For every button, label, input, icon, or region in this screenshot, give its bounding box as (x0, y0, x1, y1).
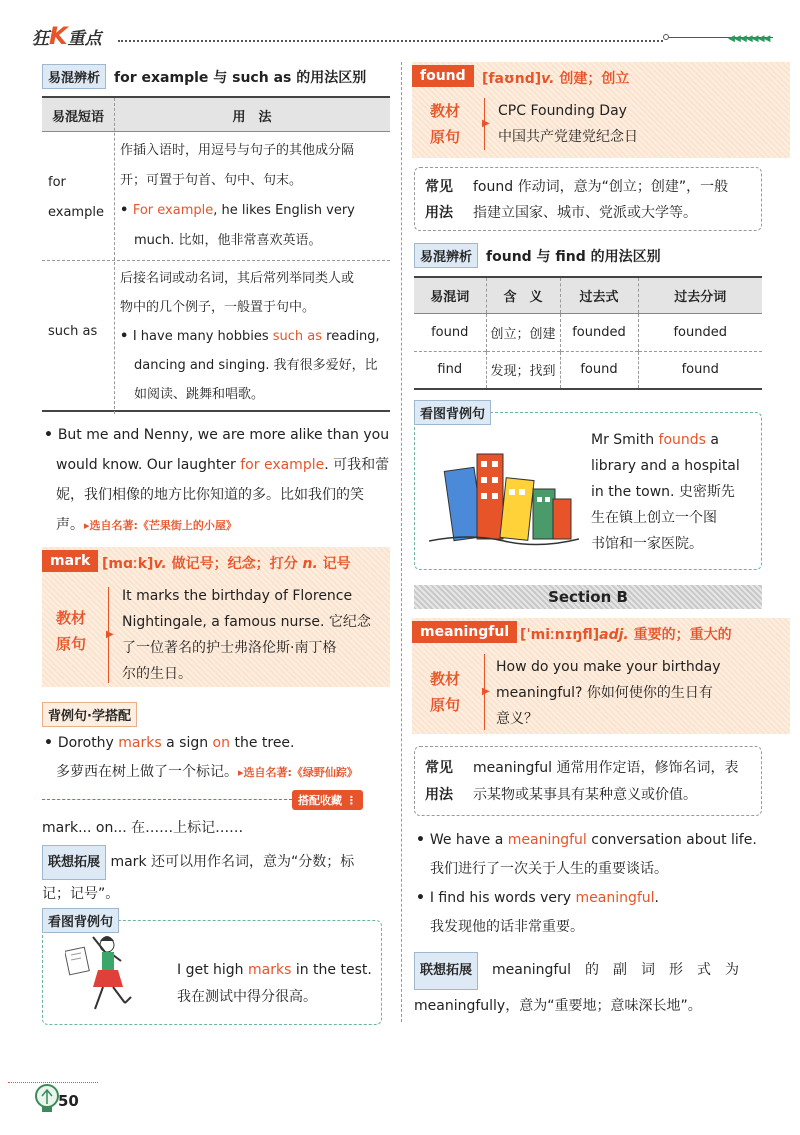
collocation-tag (42, 702, 137, 727)
mark-tb-1: 教材 (56, 609, 87, 627)
row2-ex-b: dancing and singing. 我有很多爱好，比 (134, 358, 378, 373)
rp-line2: library and a hospital (591, 458, 740, 474)
meaningful-tb-1: 教材 (430, 670, 461, 688)
found-usage-text-b: 指建立国家、城市、党派或大学等。 (473, 205, 697, 221)
meaningful-usage-label (425, 755, 453, 809)
meaningful-sent2: meaningful? 你如何使你的生日有 (496, 685, 713, 701)
girl-dancing-illustration (65, 927, 145, 1022)
mark-textbook-label (56, 605, 86, 657)
found-sentence (498, 98, 638, 150)
cell-word: found (414, 313, 486, 351)
mark-sent4: 尔的生日。 (122, 666, 192, 682)
mango-source: ▸选自名著:《芒果街上的小屋》 (84, 519, 237, 532)
found-usage-text (473, 174, 761, 226)
rp-line5: 书馆和一家医院。 (591, 536, 703, 552)
th-meaning: 含 义 (486, 277, 560, 313)
mark-sent1: It marks the birthday of Florence (122, 588, 353, 604)
paper-icon (65, 947, 89, 975)
column-divider (401, 62, 402, 1022)
right-picture-tag-label: 看图背例句 (414, 400, 491, 425)
dorothy-c: the tree. (230, 735, 295, 751)
logo-text-1: 狂 (32, 29, 49, 49)
row2-ex-a2: reading, (322, 329, 380, 344)
mex2-cn: 我发现他的话非常重要。 (430, 919, 584, 935)
meaningful-entry (412, 618, 790, 734)
mex1-orange: meaningful (507, 832, 587, 848)
mex2-orange: meaningful (575, 890, 655, 906)
right-picture-text (591, 427, 751, 557)
right-picture-tag (414, 400, 491, 425)
lp-line1-a: I get high (177, 962, 248, 978)
left-picture-text (177, 957, 372, 1011)
row1-usage (120, 136, 388, 256)
th-participle: 过去分词 (674, 289, 727, 305)
left-picture-box (42, 920, 382, 1025)
mark-extend-text-a: mark 还可以用作名词，意为“分数；标 (110, 854, 355, 870)
row2-ex-a1: I have many hobbies (132, 329, 273, 344)
row1-text-b: 开；可置于句首、句中、句末。 (120, 173, 303, 188)
row2-ex-orange: such as (272, 329, 323, 344)
found-usage-label (425, 174, 453, 226)
logo-text-2: 重点 (67, 29, 102, 49)
rp-line4: 生在镇上创立一个图 (591, 510, 717, 526)
meaningful-def (520, 624, 732, 644)
lightbulb-icon (34, 1084, 60, 1116)
found-find-table (414, 276, 762, 390)
mark-tb-2: 原句 (56, 635, 87, 653)
mango-line1: • But me and Nenny, we are more alike than you (44, 420, 392, 450)
found-usage-label-2: 用法 (425, 205, 453, 221)
mark-def (102, 553, 351, 573)
mango-line2-b: . 可我和蕾 (324, 457, 390, 473)
row2-text-b: 物中的几个例子，一般置于句中。 (120, 300, 316, 315)
mex1-cn: 我们进行了一次关于人生的重要谈话。 (430, 861, 668, 877)
meaningful-examples (416, 826, 776, 942)
row1-example (120, 196, 388, 226)
collocation-tag-label: 背例句·学搭配 (42, 702, 137, 727)
th-word: 易混词 (414, 277, 486, 313)
dorothy-cn-line (44, 758, 392, 787)
mark-def1: 做记号；纪念；打分 (166, 556, 303, 572)
mango-line3: 妮，我们相像的地方比你知道的多。比如我们的笑 (56, 487, 364, 503)
table-row (414, 313, 762, 351)
collocation-phrase: mark... on... 在……上标记…… (42, 820, 244, 836)
meaningful-extend (414, 952, 766, 1022)
cell-participle: founded (673, 324, 727, 340)
rp-line1-orange: founds (658, 432, 706, 448)
dorothy-b: a sign (161, 735, 213, 751)
mark-word: mark (42, 550, 98, 572)
found-sent1: CPC Founding Day (498, 103, 627, 119)
found-pos: v. (541, 71, 555, 87)
meaningful-usage-text-a: meaningful 通常用作定语，修饰名词，表 (473, 760, 739, 776)
header-arrows-icon: ◀◀◀◀◀◀◀ (728, 34, 770, 44)
lp-line1-orange: marks (248, 962, 292, 978)
mark-def2: 记号 (317, 556, 351, 572)
row2-ex-c: 如阅读、跳舞和唱歌。 (134, 387, 265, 402)
meaningful-extend-text-b: meaningfully，意为“重要地；意味深长地”。 (414, 998, 702, 1014)
lp-line1-b: in the test. (291, 962, 372, 978)
meaningful-usage-text-b: 示某物或某事具有某种意义或价值。 (473, 787, 697, 803)
rp-line1-b: a (705, 432, 719, 448)
left-compare-heading (42, 64, 366, 89)
buildings-illustration (429, 449, 579, 559)
row1-ex-rest-b: much. 比如，他非常喜欢英语。 (134, 233, 322, 248)
mark-extend (42, 845, 392, 909)
compare-tag: 易混辨析 (42, 64, 106, 89)
mark-pos1: v. (153, 556, 167, 572)
meaningful-textbook-label (430, 666, 460, 718)
meaningful-usage-label-2: 用法 (425, 787, 453, 803)
meaningful-sentence (496, 654, 784, 732)
meaningful-def-text: 重要的；重大的 (628, 627, 732, 643)
meaningful-extend-tag: 联想拓展 (414, 952, 478, 990)
dorothy-cn: 多萝西在树上做了一个标记。 (56, 764, 238, 780)
collocation-badge (292, 790, 363, 810)
left-picture-line1 (177, 957, 372, 984)
found-tb-1: 教材 (430, 102, 461, 120)
mex1-a: We have a (429, 832, 508, 848)
mark-ipa: [mɑːk] (102, 556, 154, 572)
mex2-a: I find his words very (429, 890, 576, 906)
meaningful-arrow-icon: ▶ (482, 686, 490, 697)
meaningful-usage-label-1: 常见 (425, 760, 453, 776)
found-textbook-label (430, 98, 460, 150)
header-logo (32, 22, 102, 50)
meaningful-pos: adj. (599, 627, 629, 643)
rp-line1-a: Mr Smith (591, 432, 659, 448)
mex1-b: conversation about life. (586, 832, 757, 848)
mark-entry (42, 547, 390, 687)
found-compare-heading (414, 243, 661, 268)
mark-sent2: Nightingale, a famous nurse. 它纪念 (122, 614, 371, 630)
left-picture-line2: 我在测试中得分很高。 (177, 989, 317, 1005)
example-mango (44, 420, 392, 541)
mark-sentence (122, 583, 384, 687)
meaningful-usage-text (473, 755, 761, 809)
row2-usage (120, 264, 388, 409)
section-b-banner: Section B (414, 585, 762, 609)
found-usage (414, 167, 762, 231)
th-past: 过去式 (560, 277, 638, 313)
found-word: found (412, 65, 474, 87)
mango-line4 (44, 510, 392, 541)
mango-line2-a: would know. Our laughter (56, 457, 241, 473)
cell-meaning: 创立；创建 (486, 313, 560, 351)
row1-ex-orange: For example (132, 203, 214, 218)
table-header-row (414, 277, 762, 313)
dorothy-orange2: on (212, 735, 230, 751)
collocation-example (44, 729, 392, 787)
table-row (414, 351, 762, 389)
found-def (482, 68, 629, 88)
found-usage-label-1: 常见 (425, 179, 453, 195)
mango-line2 (44, 450, 392, 480)
header-dotted-line (118, 40, 663, 42)
row1-text-a: 作插入语时，用逗号与句子的其他成分隔 (120, 143, 355, 158)
found-entry (412, 62, 790, 158)
mex2-b: . (654, 890, 659, 906)
meaningful-extend-text-a: meaningful 的 副 词 形 式 为 (492, 962, 740, 978)
col-header-usage: 用 法 (232, 110, 272, 125)
mex2-line (416, 884, 776, 913)
dorothy-orange1: marks (118, 735, 162, 751)
cell-participle: found (681, 362, 719, 378)
row2-text-a: 后接名词或动名词，其后常列举同类人或 (120, 271, 355, 286)
compare-title: for example 与 such as 的用法区别 (114, 69, 367, 86)
meaningful-usage (414, 746, 762, 816)
cell-meaning: 发现；找到 (486, 351, 560, 389)
rp-line1 (591, 427, 751, 453)
found-tb-2: 原句 (430, 128, 461, 146)
mark-extend-text-b: 记；记号”。 (42, 886, 120, 902)
row2-example (120, 322, 388, 351)
meaningful-ipa: [ˈmiːnɪŋfl] (520, 627, 600, 643)
compare-table-left (42, 96, 390, 412)
meaningful-sent3: 意义？ (496, 711, 538, 727)
rp-line3: in the town. 史密斯先 (591, 484, 735, 500)
found-compare-title: found 与 find 的用法区别 (486, 248, 661, 265)
cell-past: found (560, 351, 638, 389)
meaningful-tb-2: 原句 (430, 696, 461, 714)
badge-label: 搭配收藏 (298, 794, 342, 807)
logo-k: K (49, 22, 68, 50)
row1-ex-rest-a: , he likes English very (213, 203, 355, 218)
found-ipa: [faʊnd] (482, 71, 542, 87)
mark-extend-tag: 联想拓展 (42, 845, 106, 880)
mark-sent3: 了一位著名的护士弗洛伦斯·南丁格 (122, 640, 337, 656)
cell-past: founded (560, 313, 638, 351)
mango-line4-text: 声。 (56, 517, 84, 533)
dorothy-line (44, 729, 392, 758)
mango-line2-orange: for example (240, 457, 325, 473)
found-compare-tag: 易混辨析 (414, 243, 478, 268)
row1-phrase (48, 168, 104, 228)
found-arrow-icon: ▶ (482, 118, 490, 129)
meaningful-word: meaningful (412, 621, 517, 643)
meaningful-sent1: How do you make your birthday (496, 659, 721, 675)
badge-divider (42, 799, 292, 800)
mex1-line (416, 826, 776, 855)
found-def-text: 创建；创立 (554, 71, 630, 87)
left-picture-tag (42, 908, 119, 933)
mark-pos2: n. (302, 556, 318, 572)
col-header-phrase: 易混短语 (51, 110, 104, 125)
left-picture-tag-label: 看图背例句 (42, 908, 119, 933)
badge-dots-icon: ⋮ (342, 794, 357, 807)
row1-phrase-a: for (48, 175, 66, 190)
dorothy-a: Dorothy (57, 735, 119, 751)
row2-phrase: such as (48, 324, 98, 339)
mark-arrow-icon: ▶ (106, 629, 114, 640)
found-usage-text-a: found 作动词，意为“创立；创建”，一般 (473, 179, 729, 195)
page-number-area (0, 1080, 110, 1120)
cell-word: find (414, 351, 486, 389)
dorothy-source: ▸选自名著:《绿野仙踪》 (238, 766, 358, 779)
found-sent2: 中国共产党建党纪念日 (498, 129, 638, 145)
row1-phrase-b: example (48, 205, 104, 220)
page-number: 50 (58, 1092, 79, 1110)
right-picture-box (414, 412, 762, 570)
